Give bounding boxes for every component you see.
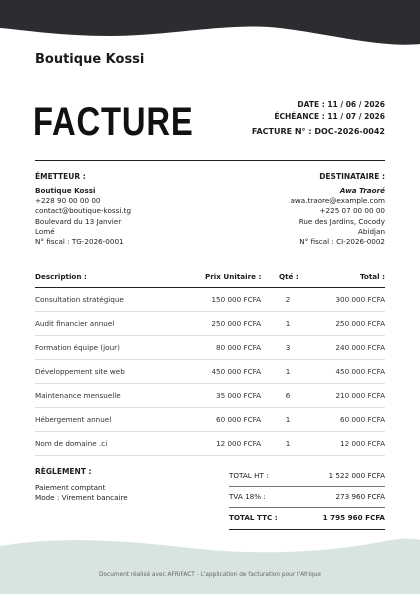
company-name: Boutique Kossi (35, 52, 145, 67)
item-unit-price: 35 000 FCFA (216, 391, 261, 400)
item-qty: 1 (285, 415, 291, 424)
item-qty: 1 (285, 367, 291, 376)
item-total: 300 000 FCFA (335, 295, 385, 304)
table-row (35, 288, 385, 312)
item-unit-price: 12 000 FCFA (216, 439, 261, 448)
item-description: Formation équipe (jour) (35, 343, 120, 352)
issuer-tax-id: N° fiscal : TG-2026-0001 (35, 237, 124, 247)
item-total: 240 000 FCFA (335, 343, 385, 352)
item-unit-price: 60 000 FCFA (216, 415, 261, 424)
header-description: Description : (35, 272, 87, 281)
payment-details (35, 483, 128, 503)
item-total: 60 000 FCFA (340, 415, 385, 424)
payment-terms: Paiement comptant (35, 483, 106, 492)
item-total: 450 000 FCFA (335, 367, 385, 376)
invoice-number: FACTURE N° : DOC-2026-0042 (251, 127, 385, 136)
payment-method: Mode : Virement bancaire (35, 493, 128, 502)
total-ttc-rule (229, 529, 385, 530)
invoice-date: DATE : 11 / 06 / 2026 (297, 100, 385, 109)
table-row (35, 312, 385, 336)
item-total: 12 000 FCFA (340, 439, 385, 448)
item-qty: 2 (285, 295, 291, 304)
footer-note: Document réalisé avec AFRIFACT - L'application de facturation pour l'Afrique (99, 572, 321, 578)
item-unit-price: 450 000 FCFA (211, 367, 261, 376)
item-description: Nom de domaine .ci (35, 439, 108, 448)
total-ht-value: 1 522 000 FCFA (328, 471, 385, 480)
item-description: Audit financier annuel (35, 319, 115, 328)
document-title: FACTURE (33, 100, 194, 144)
invoice-meta (252, 99, 385, 138)
item-description: Développement site web (35, 367, 125, 376)
recipient-name: Awa Traoré (339, 186, 385, 195)
header-wave-band (0, 0, 420, 48)
issuer-name: Boutique Kossi (35, 186, 96, 195)
issuer-block (35, 186, 131, 247)
issuer-address: Boulevard du 13 Janvier (35, 216, 122, 226)
item-total: 250 000 FCFA (335, 319, 385, 328)
item-qty: 1 (285, 439, 291, 448)
section-divider (35, 160, 385, 161)
total-ttc-row (229, 508, 385, 529)
recipient-email: awa.traore@example.com (290, 196, 385, 206)
item-total: 210 000 FCFA (335, 391, 385, 400)
invoice-due-date: ÉCHÉANCE : 11 / 07 / 2026 (274, 111, 385, 121)
recipient-address: Rue des Jardins, Cocody (298, 216, 385, 226)
line-items (35, 288, 385, 456)
issuer-phone: +228 90 00 00 00 (35, 196, 101, 206)
tva-row (229, 487, 385, 508)
footer-wave-band (0, 534, 420, 594)
issuer-heading: ÉMETTEUR : (35, 172, 86, 181)
table-row (35, 432, 385, 456)
table-row (35, 336, 385, 360)
totals-block (229, 466, 385, 530)
tva-value: 273 960 FCFA (335, 492, 385, 501)
total-ht-row (229, 466, 385, 487)
issuer-city: Lomé (35, 226, 55, 236)
header-qty: Qté : (279, 272, 299, 281)
recipient-city: Abidjan (358, 226, 385, 236)
recipient-block (290, 186, 385, 247)
item-unit-price: 80 000 FCFA (216, 343, 261, 352)
issuer-email: contact@boutique-kossi.tg (35, 206, 132, 216)
item-description: Maintenance mensuelle (35, 391, 121, 400)
payment-heading: RÈGLEMENT : (35, 467, 92, 476)
header-total: Total : (359, 272, 385, 281)
recipient-heading: DESTINATAIRE : (319, 172, 385, 181)
total-ht-label: TOTAL HT : (229, 471, 269, 480)
recipient-phone: +225 07 00 00 00 (319, 206, 385, 216)
header-unit-price: Prix Unitaire : (205, 272, 262, 281)
item-description: Consultation stratégique (35, 295, 124, 304)
item-unit-price: 150 000 FCFA (211, 295, 261, 304)
item-description: Hébergement annuel (35, 415, 112, 424)
table-row (35, 384, 385, 408)
tva-label: TVA 18% : (229, 492, 266, 501)
recipient-tax-id: N° fiscal : CI-2026-0002 (299, 237, 385, 247)
table-row (35, 360, 385, 384)
item-qty: 3 (285, 343, 291, 352)
item-qty: 6 (285, 391, 291, 400)
item-qty: 1 (285, 319, 291, 328)
total-ttc-value: 1 795 960 FCFA (322, 513, 385, 522)
table-row (35, 408, 385, 432)
item-unit-price: 250 000 FCFA (211, 319, 261, 328)
total-ttc-label: TOTAL TTC : (229, 513, 278, 522)
